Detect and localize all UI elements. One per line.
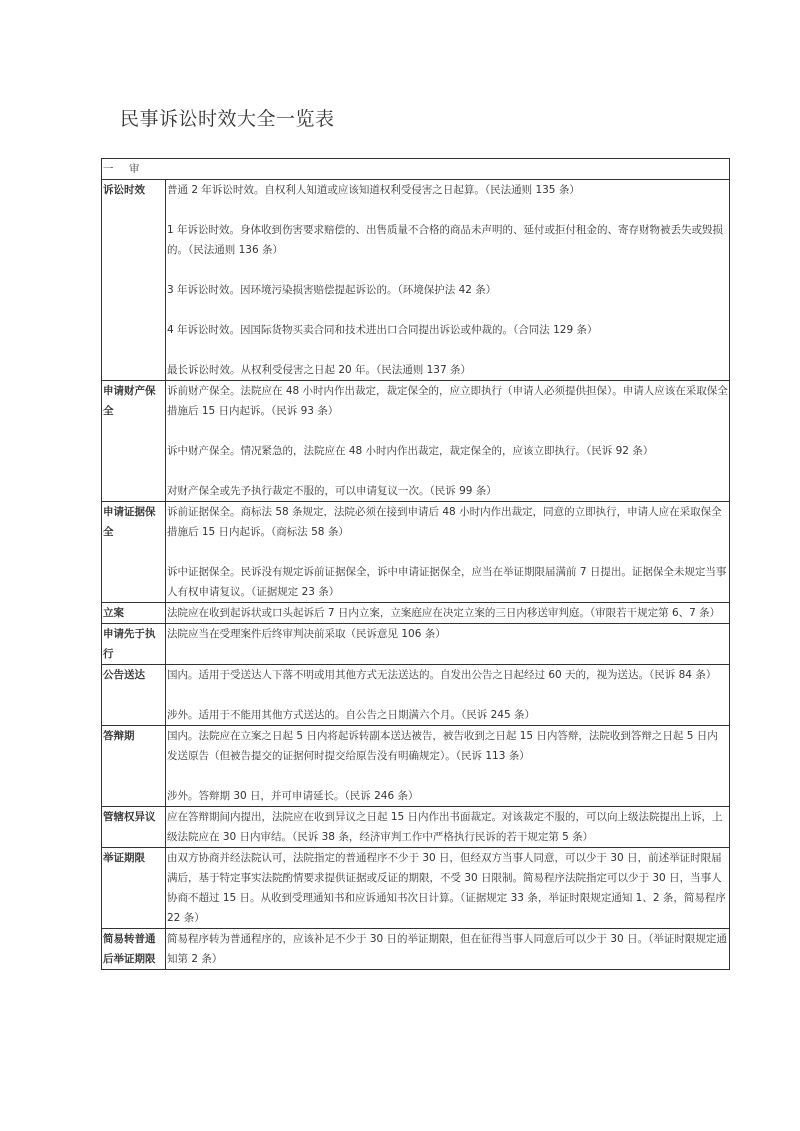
- table-row: [102, 929, 730, 970]
- table-row: [102, 381, 730, 502]
- row-paragraph: 简易程序转为普通程序的，应该补足不少于 30 日的举证期限，但在征得当事人同意后可以少于 30 日。（举证时限规定通知第 2 条）: [167, 933, 727, 965]
- row-paragraph: 诉前证据保全。商标法 58 条规定，法院必须在接到申请后 48 小时内作出裁定，同意的立即执行，申请人应在采取保全措施后 15 日内起诉。（商标法 58 条）: [167, 506, 722, 538]
- row-paragraph: 普通 2 年诉讼时效。自权利人知道或应该知道权利受侵害之日起算。（民法通则 135 条）: [167, 184, 580, 196]
- row-content: [166, 180, 730, 381]
- row-paragraph: 4 年诉讼时效。因国际货物买卖合同和技术进出口合同提出诉讼或仲裁的。（合同法 129 条）: [167, 324, 598, 336]
- row-content: [166, 502, 730, 603]
- row-paragraph: 诉中财产保全。情况紧急的，法院应在 48 小时内作出裁定，裁定保全的，应该立即执行。（民诉 92 条）: [167, 445, 654, 457]
- row-content: [166, 726, 730, 807]
- row-paragraph: 诉前财产保全。法院应在 48 小时内作出裁定，裁定保全的，应立即执行（申请人必须提供担保）。申请人应该在采取保全措施后 15 日内起诉。（民诉 93 条）: [167, 385, 728, 417]
- page-title: 民事诉讼时效大全一览表: [120, 108, 335, 130]
- row-content: [166, 665, 730, 726]
- row-content: [166, 381, 730, 502]
- table-row: [102, 726, 730, 807]
- row-paragraph: 涉外。适用于不能用其他方式送达的。自公告之日期满六个月。（民诉 245 条）: [167, 709, 535, 721]
- row-content: [166, 929, 730, 970]
- limitation-table: [101, 158, 730, 970]
- section-row: [102, 159, 730, 180]
- row-paragraph: 3 年诉讼时效。因环境污染损害赔偿提起诉讼的。（环境保护法 42 条）: [167, 284, 497, 296]
- row-content: [166, 807, 730, 848]
- row-paragraph: 最长诉讼时效。从权利受侵害之日起 20 年。（民法通则 137 条）: [167, 364, 472, 376]
- row-content: [166, 848, 730, 929]
- row-paragraph: 法院应当在受理案件后终审判决前采取（民诉意见 106 条）: [167, 628, 446, 640]
- row-content: [166, 603, 730, 624]
- row-label: 答辩期: [102, 726, 166, 807]
- table-row: [102, 807, 730, 848]
- table-row: [102, 502, 730, 603]
- row-label: 诉讼时效: [102, 180, 166, 381]
- row-label: 申请证据保全: [102, 502, 166, 603]
- row-content: [166, 624, 730, 665]
- table-row: [102, 624, 730, 665]
- row-paragraph: 涉外。答辩期 30 日，并可申请延长。（民诉 246 条）: [167, 790, 419, 802]
- row-paragraph: 国内。适用于受送达人下落不明或用其他方式无法送达的。自发出公告之日起经过 60 天的，视为送达。（民诉 84 条）: [167, 669, 717, 681]
- table-row: [102, 603, 730, 624]
- row-label: 举证期限: [102, 848, 166, 929]
- row-paragraph: 对财产保全或先予执行裁定不服的，可以申请复议一次。（民诉 99 条）: [167, 485, 497, 497]
- row-label: 申请财产保全: [102, 381, 166, 502]
- row-paragraph: 诉中证据保全。民诉没有规定诉前证据保全，诉中申请证据保全，应当在举证期限届满前 7 日提出。证据保全未规定当事人有权申请复议。（证据规定 23 条）: [167, 566, 727, 598]
- row-label: 公告送达: [102, 665, 166, 726]
- row-paragraph: 法院应在收到起诉状或口头起诉后 7 日内立案，立案庭应在决定立案的三日内移送审判庭。（审限若干规定第 6、7 条）: [167, 607, 721, 619]
- table-row: [102, 665, 730, 726]
- row-paragraph: 1 年诉讼时效。身体收到伤害要求赔偿的、出售质量不合格的商品未声明的、延付或拒付租金的、寄存财物被丢失或毁损的。（民法通则 136 条）: [167, 224, 724, 256]
- table-row: [102, 848, 730, 929]
- row-label: 申请先于执行: [102, 624, 166, 665]
- row-paragraph: 由双方协商并经法院认可，法院指定的普通程序不少于 30 日，但经双方当事人同意，可以少于 30 日，前述举证时限届满后，基于特定事实法院酌情要求提供证据或反证的期限，不受 30 日限制。简易程序法院指定可以少于 30 日，当事人协商不超过 15 日。从收到受理通知书和应诉通知书次日计算。（证据规定 33 条，举证时限规定通知 1、2 条，简易程序 22 条）: [167, 852, 726, 924]
- section-label: 一 审: [102, 159, 730, 180]
- row-label: 立案: [102, 603, 166, 624]
- row-paragraph: 应在答辩期间内提出，法院应在收到异议之日起 15 日内作出书面裁定。对该裁定不服的，可以向上级法院提出上诉，上级法院应在 30 日内审结。（民诉 38 条，经济审判工作中严格执行民诉的若干规定第 5 条）: [167, 811, 723, 843]
- table-row: [102, 180, 730, 381]
- row-label: 简易转普通后举证期限: [102, 929, 166, 970]
- row-label: 管辖权异议: [102, 807, 166, 848]
- row-paragraph: 国内。法院应在立案之日起 5 日内将起诉转副本送达被告，被告收到之日起 15 日内答辩，法院收到答辩之日起 5 日内发送原告（但被告提交的证据何时提交给原告没有明确规定）。（民诉 113 条）: [167, 730, 718, 762]
